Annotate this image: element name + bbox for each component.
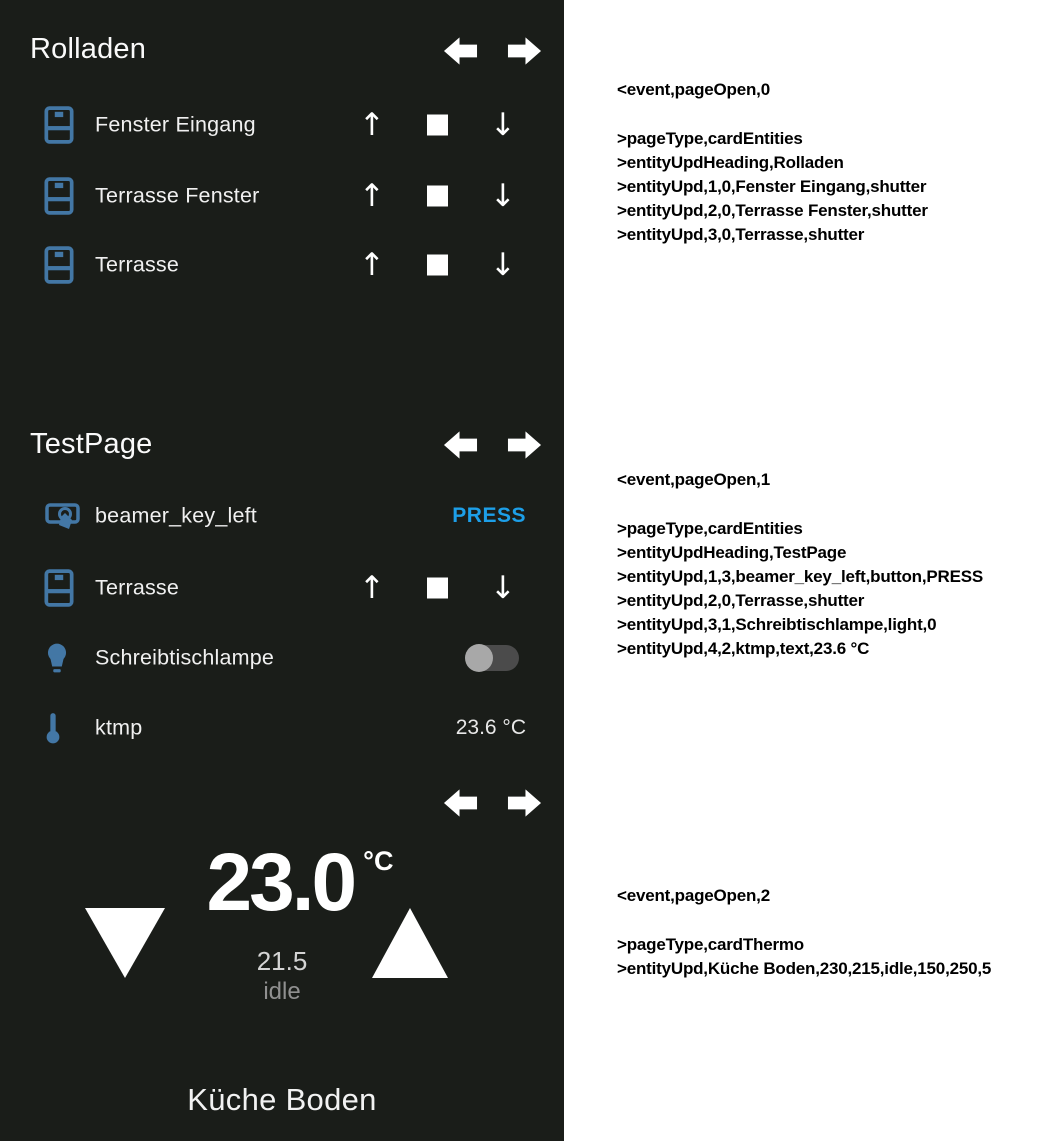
shutter-down-button[interactable]: ↓: [490, 107, 516, 143]
event-line: <event,pageOpen,0: [617, 80, 770, 99]
page-nav: [443, 33, 542, 69]
protocol-line: >entityUpd,2,0,Terrasse Fenster,shutter: [617, 201, 928, 220]
event-line: <event,pageOpen,1: [617, 470, 770, 489]
entity-label: Terrasse: [95, 575, 180, 600]
shutter-icon: [44, 569, 74, 607]
protocol-block-page0: [617, 78, 928, 247]
arrow-left-icon: [443, 34, 478, 68]
entity-row-terrasse: [0, 243, 564, 287]
arrow-left-icon: [443, 786, 478, 820]
lightbulb-icon: [44, 641, 70, 675]
protocol-line: >entityUpd,1,3,beamer_key_left,button,PRESS: [617, 567, 983, 586]
protocol-block-page1: [617, 468, 983, 661]
protocol-line: >entityUpd,Küche Boden,230,215,idle,150,250,5: [617, 959, 992, 978]
page-nav: [443, 785, 542, 821]
protocol-block-page2: [617, 884, 991, 981]
arrow-right-icon: [507, 428, 542, 462]
nav-prev-button[interactable]: [443, 33, 478, 69]
arrow-right-icon: [507, 34, 542, 68]
entity-label: Terrasse Fenster: [95, 183, 260, 208]
gesture-tap-button-icon: [44, 498, 82, 534]
entity-row-terrasse-fenster: [0, 174, 564, 218]
light-toggle-off[interactable]: [466, 645, 519, 671]
shutter-down-button[interactable]: ↓: [490, 178, 516, 214]
shutter-up-button[interactable]: ↑: [359, 247, 385, 283]
shutter-stop-button[interactable]: [427, 115, 448, 136]
page-title: Rolladen: [30, 33, 147, 65]
arrow-left-icon: [443, 428, 478, 462]
event-line: <event,pageOpen,2: [617, 886, 770, 905]
entity-label: Fenster Eingang: [95, 112, 256, 137]
shutter-stop-button[interactable]: [427, 255, 448, 276]
toggle-knob: [465, 644, 493, 672]
nav-prev-button[interactable]: [443, 427, 478, 463]
target-temperature: 21.5: [256, 946, 308, 976]
nav-next-button[interactable]: [507, 427, 542, 463]
arrow-right-icon: [507, 786, 542, 820]
protocol-line: >pageType,cardEntities: [617, 519, 803, 538]
shutter-up-button[interactable]: ↑: [359, 107, 385, 143]
protocol-line: >entityUpdHeading,Rolladen: [617, 153, 844, 172]
protocol-line: >entityUpd,1,0,Fenster Eingang,shutter: [617, 177, 927, 196]
nav-next-button[interactable]: [507, 785, 542, 821]
hvac-state: idle: [263, 978, 301, 1005]
nav-next-button[interactable]: [507, 33, 542, 69]
temperature-value: 23.6 °C: [455, 716, 526, 739]
shutter-icon: [44, 246, 74, 284]
entity-row-ktmp: [0, 706, 564, 750]
shutter-down-button[interactable]: ↓: [490, 570, 516, 606]
current-temperature-value: 23.0: [206, 837, 355, 928]
protocol-line: >pageType,cardEntities: [617, 129, 803, 148]
shutter-down-button[interactable]: ↓: [490, 247, 516, 283]
shutter-stop-button[interactable]: [427, 578, 448, 599]
entity-row-beamer-key-left: [0, 494, 564, 538]
entity-row-fenster-eingang: [0, 103, 564, 147]
protocol-line: >pageType,cardThermo: [617, 935, 804, 954]
thermostat-title: Küche Boden: [187, 1082, 377, 1117]
temperature-unit: °C: [363, 846, 394, 876]
protocol-line: >entityUpd,4,2,ktmp,text,23.6 °C: [617, 639, 870, 658]
shutter-up-button[interactable]: ↑: [359, 178, 385, 214]
protocol-line: >entityUpd,3,1,Schreibtischlampe,light,0: [617, 615, 937, 634]
shutter-up-button[interactable]: ↑: [359, 570, 385, 606]
entity-label: beamer_key_left: [95, 503, 257, 528]
press-button[interactable]: PRESS: [452, 504, 526, 527]
shutter-stop-button[interactable]: [427, 186, 448, 207]
protocol-line: >entityUpd,2,0,Terrasse,shutter: [617, 591, 865, 610]
shutter-icon: [44, 106, 74, 144]
entity-row-schreibtischlampe: [0, 636, 564, 680]
page-nav: [443, 427, 542, 463]
entity-label: ktmp: [95, 715, 143, 740]
entity-label: Schreibtischlampe: [95, 645, 275, 670]
protocol-line: >entityUpd,3,0,Terrasse,shutter: [617, 225, 865, 244]
entity-label: Terrasse: [95, 252, 180, 277]
thermometer-icon: [44, 711, 62, 745]
shutter-icon: [44, 177, 74, 215]
page-title: TestPage: [30, 428, 153, 460]
nav-prev-button[interactable]: [443, 785, 478, 821]
entity-row-terrasse-2: [0, 566, 564, 610]
protocol-line: >entityUpdHeading,TestPage: [617, 543, 847, 562]
